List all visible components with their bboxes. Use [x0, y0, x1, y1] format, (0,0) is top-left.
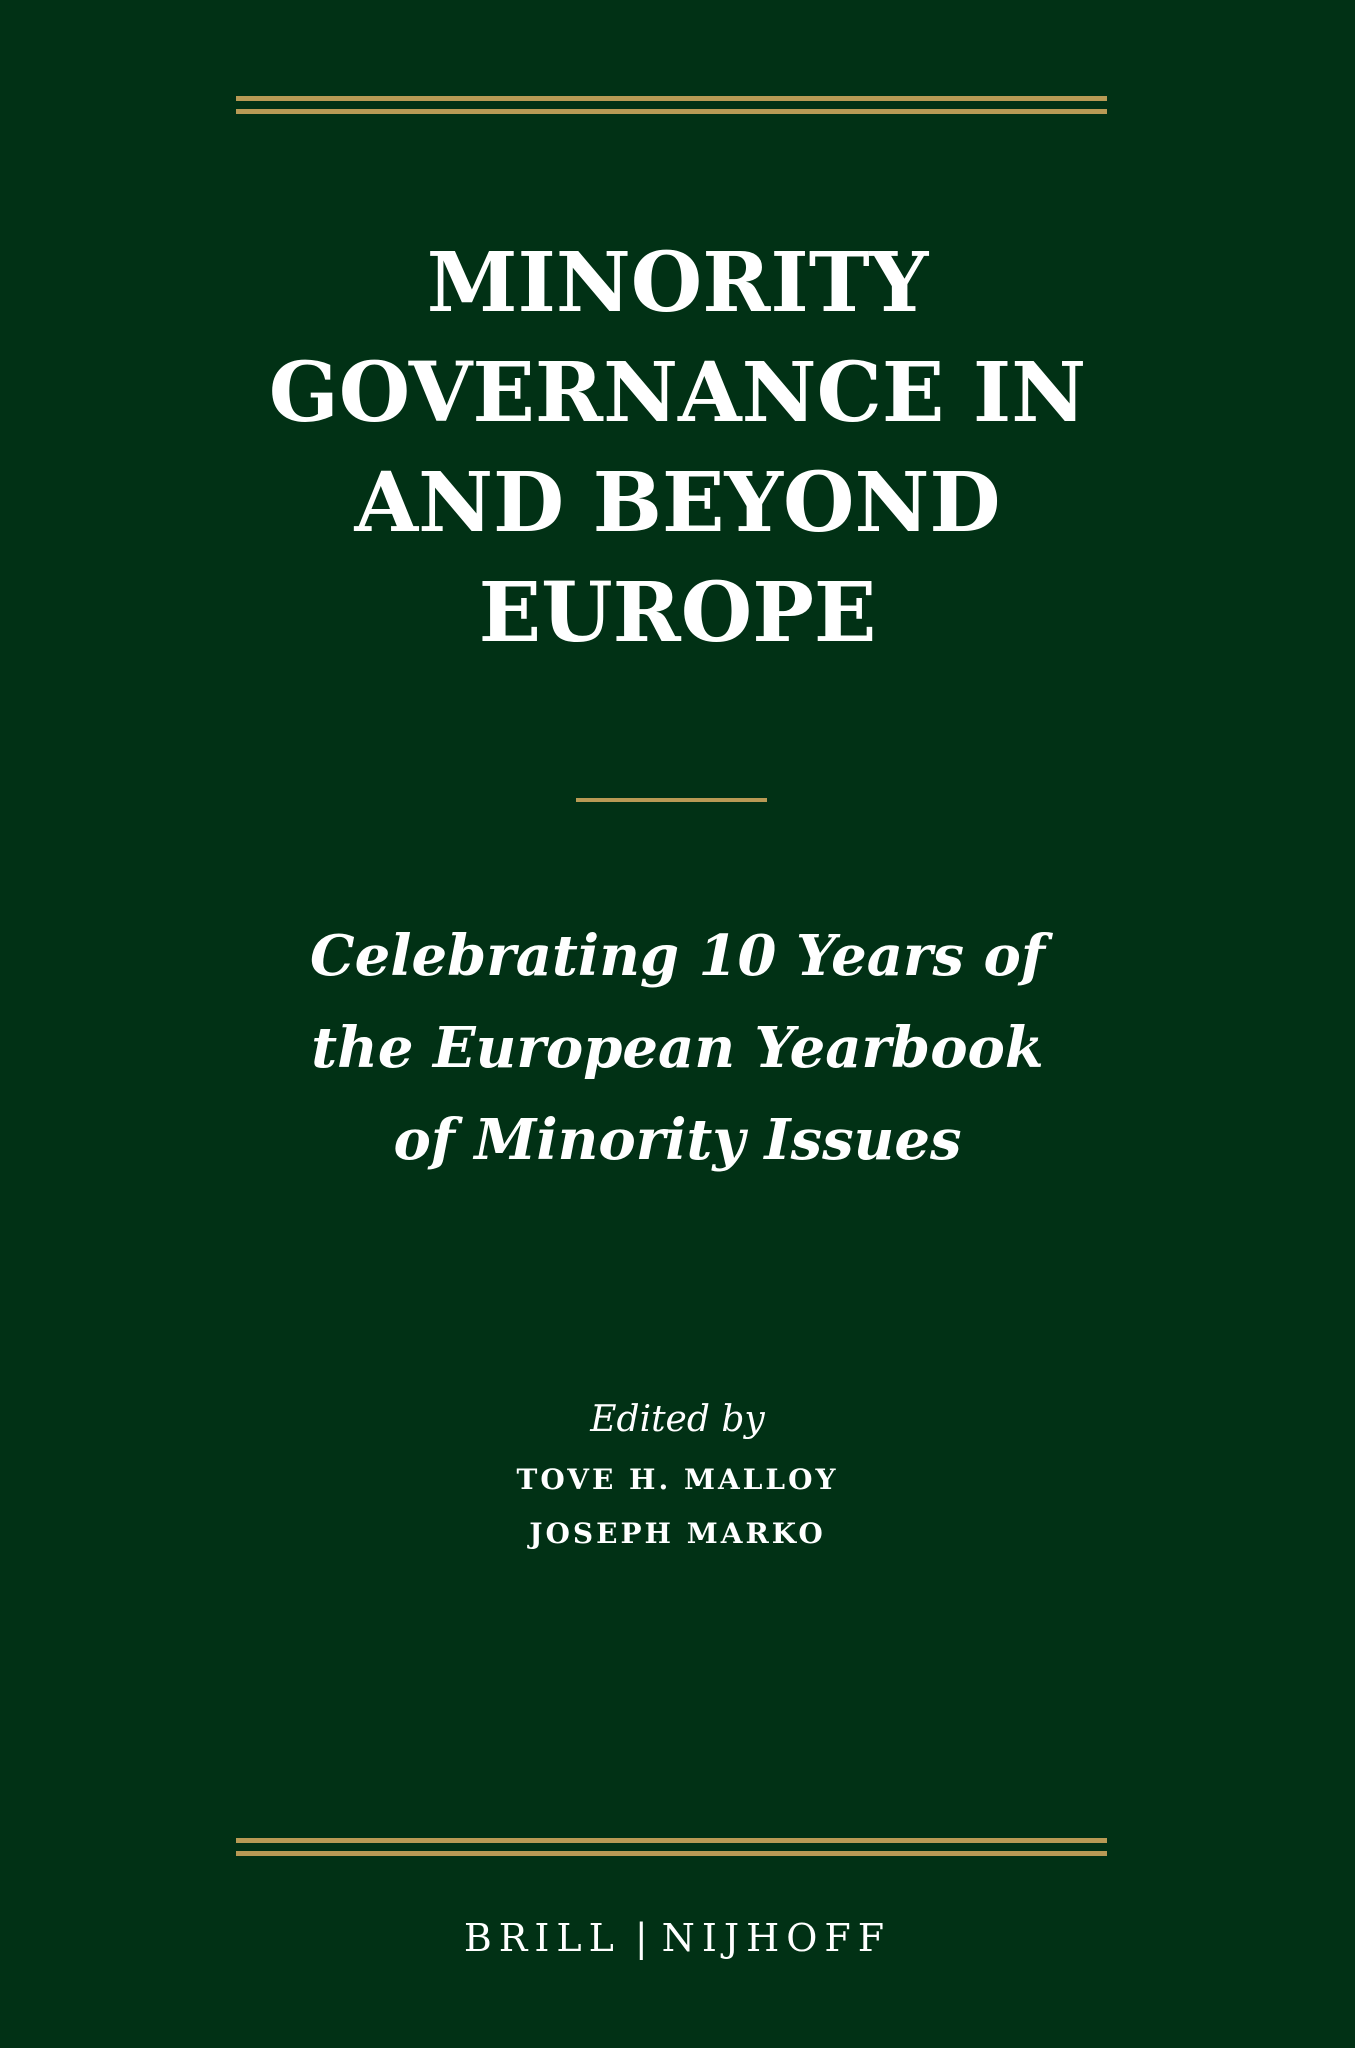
center-gold-rule — [576, 798, 767, 802]
publisher-separator: | — [634, 1916, 648, 1960]
publisher-brill: BRILL — [463, 1916, 621, 1960]
book-title — [180, 228, 1175, 668]
title-line-3: AND BEYOND — [354, 455, 1001, 551]
book-subtitle — [240, 910, 1115, 1186]
bottom-gold-rule-lower — [236, 1851, 1107, 1856]
bottom-gold-rule-upper — [236, 1838, 1107, 1843]
subtitle-line-3: of Minority Issues — [393, 1107, 962, 1173]
title-line-1: MINORITY — [426, 235, 929, 331]
publisher-imprint — [300, 1910, 1055, 1966]
subtitle-line-1: Celebrating 10 Years of — [310, 923, 1045, 989]
title-line-2: GOVERNANCE IN — [268, 345, 1087, 441]
top-gold-rule-upper — [236, 96, 1107, 101]
top-gold-rule-lower — [236, 109, 1107, 114]
editor-2: JOSEPH MARKO — [529, 1517, 826, 1550]
edited-by-label: Edited by — [590, 1399, 765, 1440]
title-line-4: EUROPE — [478, 565, 877, 661]
publisher-nijhoff: NIJHOFF — [661, 1916, 892, 1960]
subtitle-line-2: the European Yearbook — [311, 1015, 1044, 1081]
editor-1: TOVE H. MALLOY — [516, 1463, 839, 1496]
